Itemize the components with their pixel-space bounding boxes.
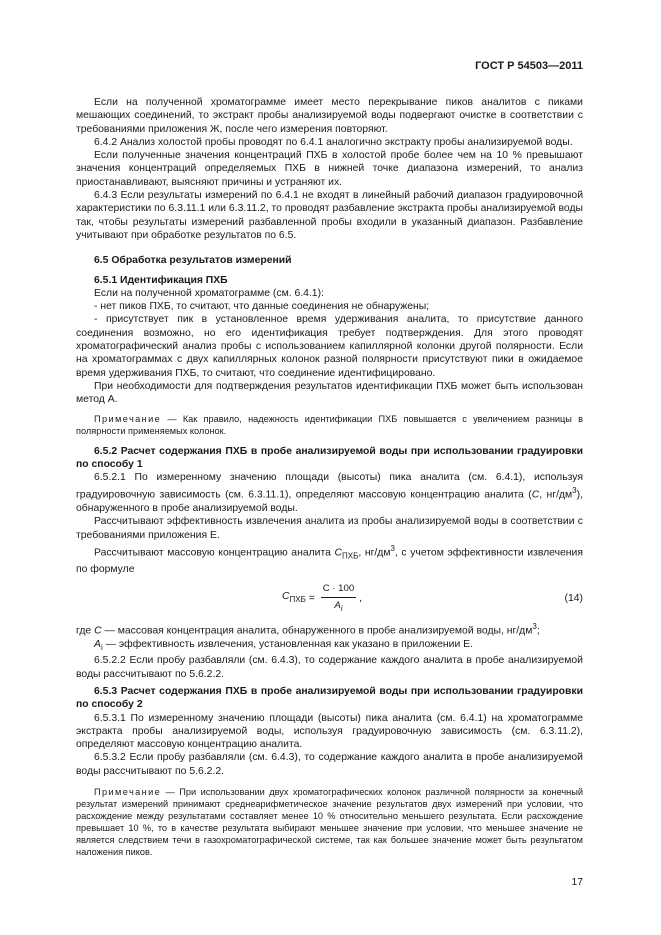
formula-14 (76, 580, 583, 616)
formula-fraction (321, 582, 356, 615)
subsection-heading-6-5-3: 6.5.3 Расчет содержания ПХБ в пробе анализируемой воды при использовании градуировки по способу 2 (76, 685, 583, 711)
paragraph: 6.5.2.1 По измеренному значению площади (высоты) пика аналита (см. 6.4.1), используя градуировочную зависимость (см. 6.3.11.1), определяют массовую концентрацию аналита (C, $нг/дм^3$), обнаруженного в пробе анализируемой воды. (76, 472, 583, 515)
formula-expression: $C_{ПХБ}$ = $\frac{C \cdot 100}{A_i}$ , (282, 582, 362, 615)
paragraph: 6.5.3.2 Если пробу разбавляли (см. 6.4.3), то содержание каждого аналита в пробе анализируемой воды рассчитывают по 5.6.2.2. (76, 752, 583, 777)
formula-denominator: $A_i$ (334, 599, 343, 613)
note-label: Примечание (94, 787, 162, 798)
paragraph: 6.4.3 Если результаты измерений по 6.4.1 не входят в линейный рабочий диапазон градуировочной характеристики по 6.3.11.1 или 6.3.11.2, то проводят разбавление экстракта пробы анализируемой воды так, чтобы результаты измерений разбавленной пробы входили в указанный диапазон. Разбавление учитывают при обработке результатов по 6.5. (76, 190, 583, 241)
subsection-heading-6-5-1: 6.5.1 Идентификация ПХБ (94, 274, 228, 286)
paragraph: 6.5.2.2 Если пробу разбавляли (см. 6.4.3), то содержание каждого аналита в пробе анализируемой воды рассчитывают по 5.6.2.2. (76, 655, 583, 680)
subsection-heading-6-5-2: 6.5.2 Расчет содержания ПХБ в пробе анализируемой воды при использовании градуировки по способу 1 (76, 445, 583, 470)
paragraph: 6.5.3.1 По измеренному значению площади (высоты) пика аналита (см. 6.4.1) на хроматограмме экстракта пробы анализируемой воды, используя градуировочную зависимость (см. 6.3.11.2), определяют массовую концентрацию аналита. (76, 712, 583, 751)
equation-number: (14) (564, 593, 583, 605)
paragraph: 6.4.2 Анализ холостой пробы проводят по 6.4.1 аналогично экстракту пробы анализируемой воды. (94, 136, 573, 148)
paragraph: При необходимости для подтверждения результатов идентификации ПХБ может быть использован метод А. (76, 380, 583, 406)
paragraph: Рассчитывают эффективность извлечения аналита из пробы анализируемой воды в соответствии с требованиями приложения Е. (76, 516, 583, 541)
page-number: 17 (571, 877, 583, 888)
note-label: Примечание (94, 413, 162, 424)
formula-legend-item: где C — массовая концентрация аналита, обнаруженного в пробе анализируемой воды, $нг/дм^3$; (76, 622, 540, 637)
list-item: - нет пиков ПХБ, то считают, что данные соединения не обнаружены; (94, 301, 430, 313)
page-content (76, 96, 583, 866)
paragraph: Если на полученной хроматограмме имеет место перекрывание пиков аналитов с пиками мешающих соединений, то экстракт пробы анализируемой воды подвергают очистке в соответствии с требованиями приложения Ж, после чего измерения повторяют. (76, 97, 583, 135)
paragraph: Если полученные значения концентраций ПХБ в холостой пробе более чем на 10 % превышают значения концентраций определяемых ПХБ в нижней точке диапазона измерений, то анализ приостанавливают, выясняют причины и устраняют их. (76, 150, 583, 188)
note-text: — При использовании двух хроматографических колонок различной полярности за конечный результат измерений принимают среднеарифметическое значение результатов двух измерений при условии, что расхождение между результатами составляет менее 10 % относительно меньшего результата. Если расхождение превышает 10 %, то в качестве результата выбирают меньшее значение при условии, что меньшее значение не является следствием течи в газохроматографической системе, так как большее значение может быть результатом наложения пиков. (76, 787, 583, 858)
paragraph: Рассчитывают массовую концентрацию аналита $C_{ПХБ}$, $нг/дм^3$, с учетом эффективности извлечения по формуле (76, 544, 583, 575)
note (76, 786, 583, 858)
note (76, 413, 583, 437)
formula-numerator: C · 100 (321, 582, 356, 597)
note-text: — Как правило, надежность идентификации ПХБ повышается с увеличением разницы в полярности применяемых колонок. (76, 413, 583, 436)
document-id: ГОСТ Р 54503—2011 (475, 60, 583, 72)
list-item: - присутствует пик в установленное время удерживания аналита, то присутствие данного соединения возможно, но его идентификация требует подтверждения. Для этого проводят хроматографический анализ пробы с использованием капиллярной колонки другой полярности. Если на хроматограммах с двух капиллярных колонок разной полярности присутствуют пики в ожидаемое время удерживания ПХБ, то считают, что соединение идентифицировано. (76, 314, 583, 379)
formula-legend-item: $A_i$ — эффективность извлечения, установленная как указано в приложении Е. (94, 638, 473, 653)
paragraph: Если на полученной хроматограмме (см. 6.4.1): (94, 287, 324, 299)
section-heading-6-5: 6.5 Обработка результатов измерений (94, 255, 292, 267)
